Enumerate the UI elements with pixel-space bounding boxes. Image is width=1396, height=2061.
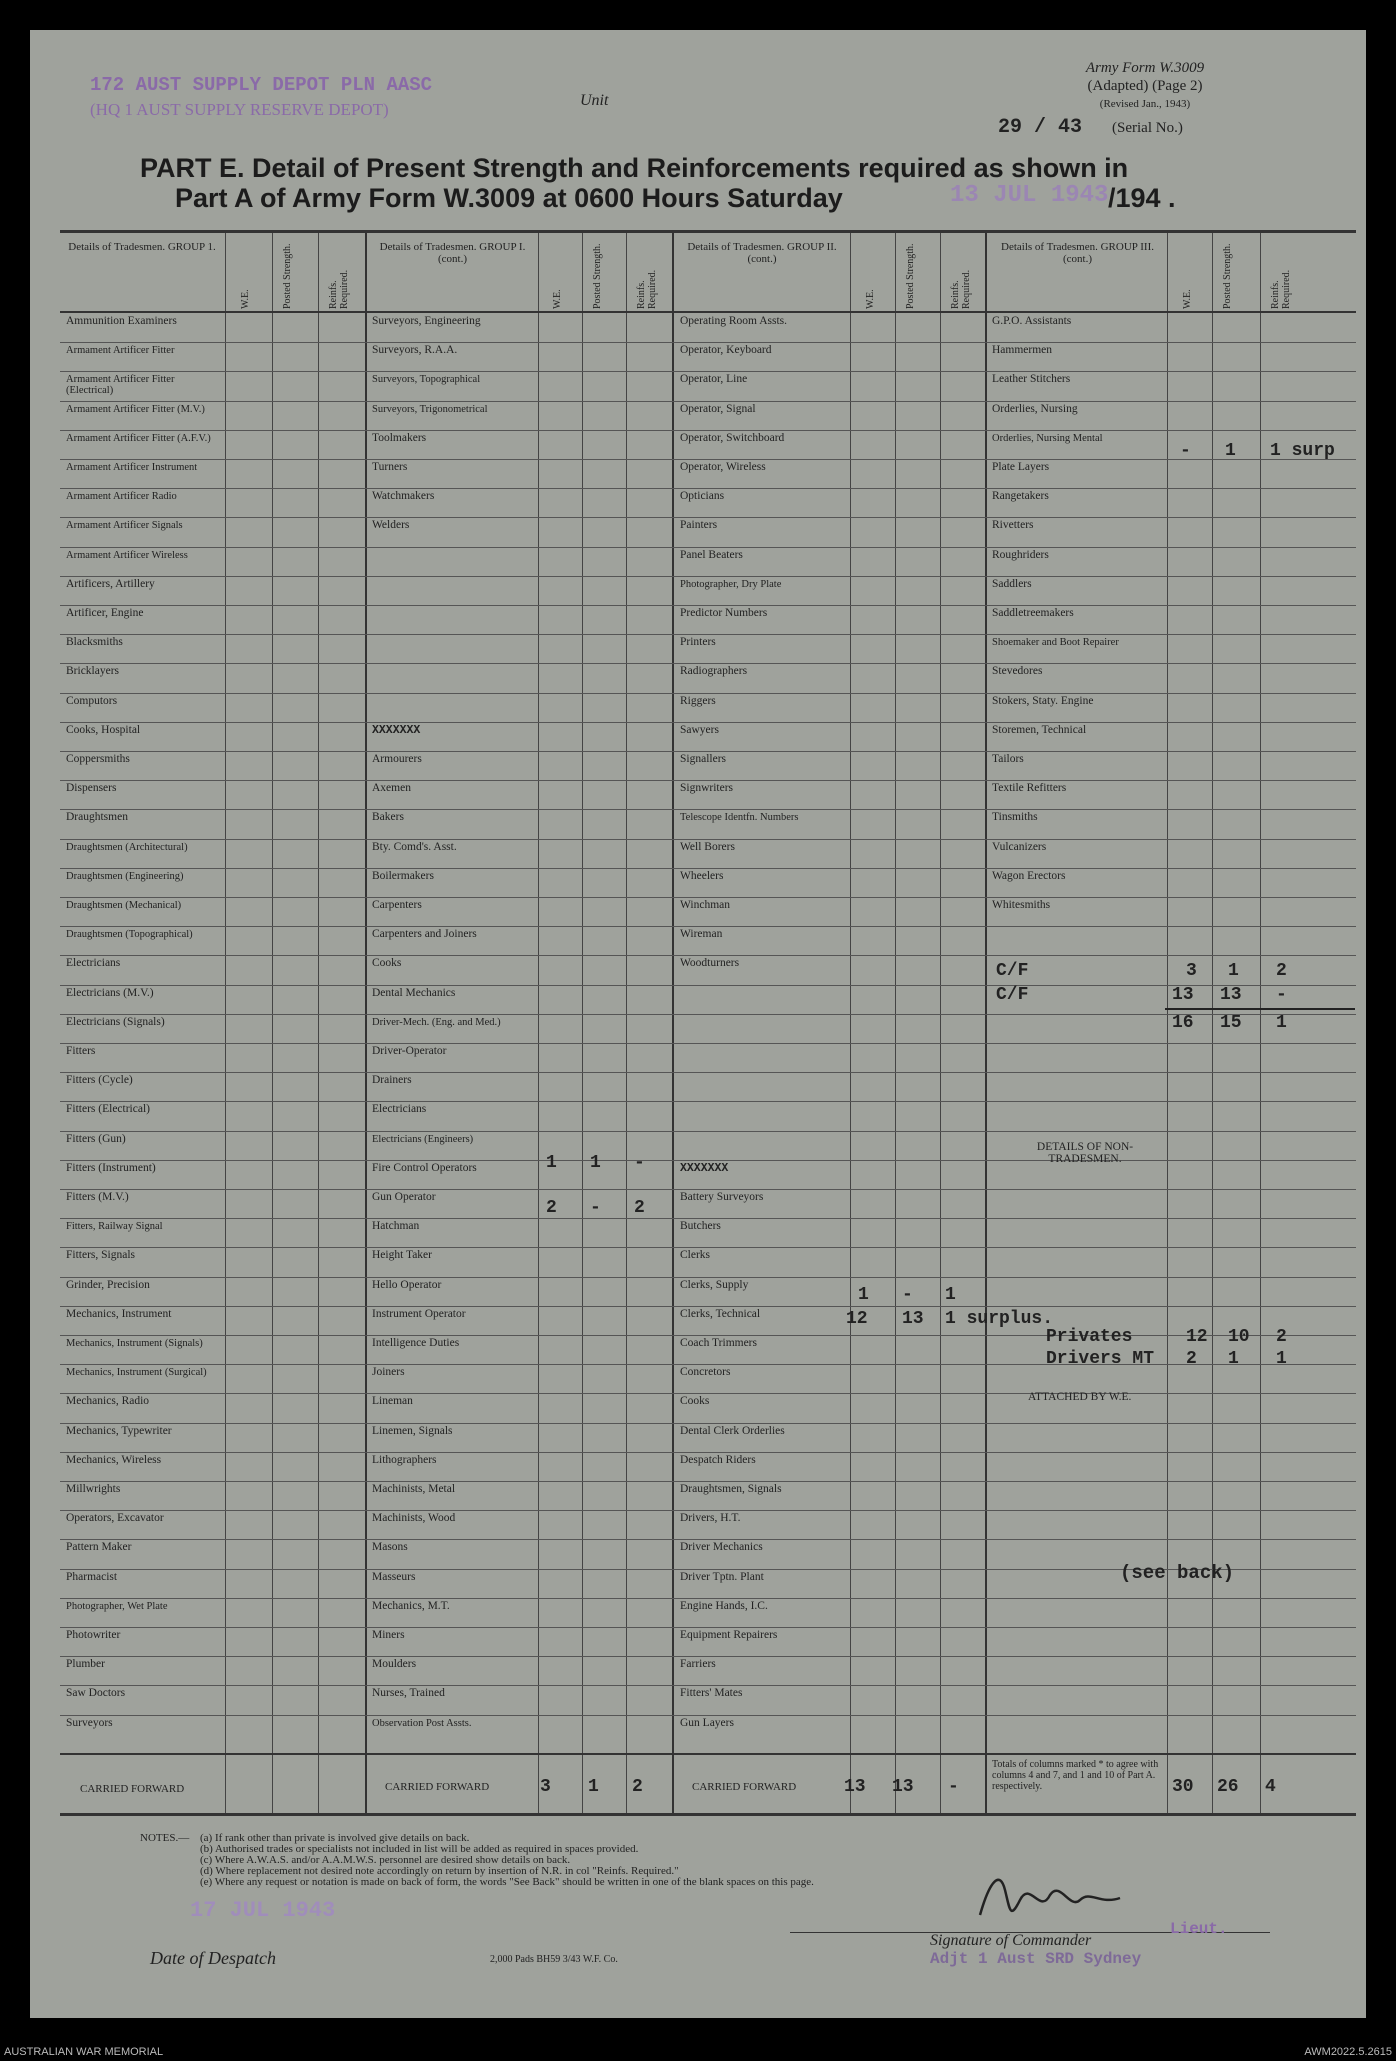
butchers-posted: - bbox=[902, 1285, 913, 1305]
group1c-item: Surveyors, Topographical bbox=[372, 374, 481, 386]
note-e: (e) Where any request or notation is made on back of form, the words "See Back" should be written in one of the blank spaces on this page. bbox=[200, 1876, 814, 1888]
despatch-stamp: 17 JUL 1943 bbox=[190, 1898, 336, 1923]
group1-item: Armament Artificer Wireless bbox=[66, 549, 188, 561]
header-group2-cont: Details of Tradesmen. GROUP II. (cont.) bbox=[687, 241, 837, 265]
orderlies-posted: 1 bbox=[1225, 441, 1236, 461]
header-group3-cont: Details of Tradesmen. GROUP III. (cont.) bbox=[1001, 241, 1154, 265]
group1c-item: Welders bbox=[372, 519, 410, 532]
privates-we: 12 bbox=[1186, 1327, 1208, 1347]
serial-label: (Serial No.) bbox=[1112, 120, 1183, 136]
drivers-we: 2 bbox=[1186, 1349, 1197, 1369]
group2c-item: Operator, Switchboard bbox=[680, 431, 785, 444]
cf1-reinf: 2 bbox=[1276, 961, 1287, 981]
group2c-item: Photographer, Dry Plate bbox=[680, 578, 782, 590]
group1-item: Armament Artificer Signals bbox=[66, 520, 183, 532]
cf1-we: 3 bbox=[1186, 961, 1197, 981]
non-tradesmen-heading: DETAILS OF NON-TRADESMEN. bbox=[1036, 1141, 1134, 1165]
note-c: (c) Where A.W.A.S. and/or A.A.M.W.S. personnel are desired show details on back. bbox=[200, 1854, 571, 1866]
group1-item: Mechanics, Instrument (Surgical) bbox=[66, 1367, 207, 1379]
group1-item: Fitters (Instrument) bbox=[66, 1161, 156, 1174]
group1-item: Mechanics, Typewriter bbox=[66, 1424, 172, 1437]
group2c-item: Driver Mechanics bbox=[680, 1541, 763, 1554]
group2c-item: Clerks, Technical bbox=[680, 1307, 761, 1320]
group2c-item: Coach Trimmers bbox=[680, 1337, 757, 1349]
total-posted: 26 bbox=[1217, 1777, 1239, 1797]
group2c-item: Panel Beaters bbox=[680, 548, 743, 561]
group1-item: Armament Artificer Radio bbox=[66, 491, 177, 503]
group3c-item: Saddlers bbox=[992, 577, 1032, 590]
group1-item: Artificers, Artillery bbox=[66, 577, 155, 590]
group1c-item: Armourers bbox=[372, 753, 422, 765]
group1-item: Fitters (Gun) bbox=[66, 1132, 126, 1145]
group1c-item: Carpenters and Joiners bbox=[372, 928, 477, 941]
group1c-item: Turners bbox=[372, 461, 408, 473]
header-we-4: W.E. bbox=[1182, 289, 1193, 309]
drivers-posted: 1 bbox=[1228, 1349, 1239, 1369]
group1-item: Electricians (M.V.) bbox=[66, 986, 154, 999]
group1-item: Armament Artificer Fitter bbox=[66, 345, 175, 357]
group1-item: Photowriter bbox=[66, 1629, 121, 1641]
group1-item: Coppersmiths bbox=[66, 753, 130, 765]
unit-stamp-line2: (HQ 1 AUST SUPPLY RESERVE DEPOT) bbox=[90, 100, 389, 119]
cooks-we: 2 bbox=[546, 1198, 557, 1218]
header-we-1: W.E. bbox=[240, 289, 251, 309]
group3c-item: Orderlies, Nursing Mental bbox=[992, 432, 1103, 444]
privates-posted: 10 bbox=[1228, 1327, 1250, 1347]
butchers-reinf: 1 bbox=[945, 1285, 956, 1305]
group2c-item: Predictor Numbers bbox=[680, 607, 768, 619]
date-stamp: 13 JUL 1943 bbox=[950, 182, 1109, 209]
group2c-item: Operator, Wireless bbox=[680, 461, 766, 473]
group3c-item: Vulcanizers bbox=[992, 840, 1047, 853]
group3c-item: Whitesmiths bbox=[992, 899, 1051, 911]
group2c-item: Sawyers bbox=[680, 723, 719, 736]
group3c-item: Hammermen bbox=[992, 344, 1053, 357]
header-group1: Details of Tradesmen. GROUP 1. bbox=[68, 241, 216, 253]
butchers-we: 1 bbox=[858, 1285, 869, 1305]
serial-number: 29 / 43 bbox=[998, 116, 1083, 139]
group1-item: Artificer, Engine bbox=[66, 607, 144, 619]
caption-left: AUSTRALIAN WAR MEMORIAL bbox=[4, 2046, 164, 2058]
group1c-item: Electricians (Engineers) bbox=[372, 1133, 474, 1145]
group1-item: Fitters (M.V.) bbox=[66, 1191, 129, 1203]
group1-item: Surveyors bbox=[66, 1716, 113, 1729]
group1c-item: Bakers bbox=[372, 811, 404, 824]
header-posted-3: Posted Strength. bbox=[905, 243, 916, 309]
group1-item: Mechanics, Instrument bbox=[66, 1307, 172, 1320]
group1c-item: Miners bbox=[372, 1629, 405, 1641]
group2c-item: Signallers bbox=[680, 753, 726, 765]
group1c-item: Intelligence Duties bbox=[372, 1337, 460, 1349]
group1c-item: Lithographers bbox=[372, 1453, 437, 1466]
cf-g2-we: 13 bbox=[844, 1777, 866, 1797]
group1-item: Draughtsmen (Architectural) bbox=[66, 841, 188, 853]
group2c-item: Wireman bbox=[680, 928, 723, 941]
total-tradesmen-posted: 15 bbox=[1220, 1013, 1242, 1033]
header-reinf-3: Reinfs. Required. bbox=[950, 269, 972, 309]
total-tradesmen-reinf: 1 bbox=[1276, 1013, 1287, 1033]
date-of-despatch-label: Date of Despatch bbox=[150, 1948, 276, 1968]
group1c-item: Observation Post Assts. bbox=[372, 1717, 472, 1729]
group1-item: Blacksmiths bbox=[66, 636, 123, 649]
group1-item: Dispensers bbox=[66, 782, 117, 795]
group1c-item: Axemen bbox=[372, 782, 411, 795]
signature-icon bbox=[960, 1860, 1140, 1930]
cf-g2-posted: 13 bbox=[892, 1777, 914, 1797]
group3c-item: Stokers, Staty. Engine bbox=[992, 694, 1094, 707]
group3c-item: Storemen, Technical bbox=[992, 723, 1087, 736]
group3c-item: Textile Refitters bbox=[992, 782, 1067, 795]
group1c-item: Carpenters bbox=[372, 899, 422, 911]
group1c-item: Cooks bbox=[372, 957, 402, 970]
group1-item: Fitters, Signals bbox=[66, 1249, 136, 1262]
cooks-posted: - bbox=[590, 1198, 601, 1218]
group2c-item: Telescope Identfn. Numbers bbox=[680, 812, 799, 824]
group3c-item: Rivetters bbox=[992, 519, 1034, 532]
group2c-item: Equipment Repairers bbox=[680, 1629, 778, 1641]
cf2-label: C/F bbox=[996, 985, 1029, 1005]
group1-item: Electricians bbox=[66, 957, 121, 970]
carpenters-we: 1 bbox=[546, 1153, 557, 1173]
group2c-item: Gun Layers bbox=[680, 1716, 734, 1729]
carpenters-reinf: - bbox=[634, 1153, 645, 1173]
group2c-item: Concretors bbox=[680, 1366, 731, 1379]
group1-item: Cooks, Hospital bbox=[66, 723, 141, 736]
group3c-item: Shoemaker and Boot Repairer bbox=[992, 637, 1119, 649]
signature-label: Signature of Commander bbox=[930, 1932, 1092, 1949]
group1c-item: Joiners bbox=[372, 1366, 405, 1379]
totals-note: Totals of columns marked * to agree with columns 4 and 7, and 1 and 10 of Part A. respectively. bbox=[992, 1759, 1159, 1792]
group1c-item: Driver-Mech. (Eng. and Med.) bbox=[372, 1016, 501, 1028]
cf1-label: C/F bbox=[996, 961, 1029, 981]
group1c-item: Boilermakers bbox=[372, 869, 434, 882]
group1c-item: Masons bbox=[372, 1541, 408, 1554]
group1c-item: Hello Operator bbox=[372, 1278, 442, 1291]
carried-forward-label-2: CARRIED FORWARD bbox=[385, 1781, 490, 1793]
group1c-item: Nurses, Trained bbox=[372, 1687, 445, 1700]
form-name: Army Form W.3009 bbox=[1085, 60, 1205, 76]
carried-forward-label-1: CARRIED FORWARD bbox=[80, 1783, 185, 1795]
header-we-3: W.E. bbox=[865, 289, 876, 309]
group3c-item: Orderlies, Nursing bbox=[992, 402, 1078, 415]
group2c-item: Fitters' Mates bbox=[680, 1687, 743, 1700]
group1-item: Plumber bbox=[66, 1658, 105, 1671]
cf2-posted: 13 bbox=[1220, 985, 1242, 1005]
group1c-item: Toolmakers bbox=[372, 431, 427, 444]
cooks-reinf: 2 bbox=[634, 1198, 645, 1218]
group1-item: Saw Doctors bbox=[66, 1687, 126, 1700]
group1-item: Fitters, Railway Signal bbox=[66, 1221, 163, 1233]
group2c-item: Cooks bbox=[680, 1395, 710, 1408]
group2c-item: Butchers bbox=[680, 1220, 721, 1233]
group3c-item: G.P.O. Assistants bbox=[992, 315, 1072, 327]
group1-item: Pattern Maker bbox=[66, 1541, 132, 1554]
total-tradesmen-we: 16 bbox=[1172, 1013, 1194, 1033]
group1-item: Photographer, Wet Plate bbox=[66, 1600, 168, 1612]
orderlies-reinf: 1 surp bbox=[1270, 441, 1335, 461]
group2c-item: Clerks bbox=[680, 1249, 711, 1262]
attached-by-we: ATTACHED BY W.E. bbox=[1028, 1391, 1132, 1403]
group2c-item: Wheelers bbox=[680, 869, 724, 882]
group1c-item: Linemen, Signals bbox=[372, 1424, 453, 1437]
group2c-item: Operator, Keyboard bbox=[680, 344, 772, 357]
group1c-item: Drainers bbox=[372, 1074, 412, 1087]
group1-item: Armament Artificer Instrument bbox=[66, 462, 198, 473]
group1-item: Bricklayers bbox=[66, 665, 120, 678]
group1c-item: Hatchman bbox=[372, 1220, 420, 1233]
group1-item: Millwrights bbox=[66, 1483, 121, 1495]
group2c-item: Painters bbox=[680, 519, 718, 532]
group1c-item: Watchmakers bbox=[372, 490, 435, 503]
group2c-item: Printers bbox=[680, 636, 716, 649]
group2c-item: Woodturners bbox=[680, 957, 740, 970]
header-posted-1: Posted Strength. bbox=[282, 243, 293, 309]
group1-item: Ammunition Examiners bbox=[66, 315, 177, 327]
header-posted-4: Posted Strength. bbox=[1222, 243, 1233, 309]
group2c-item: Dental Clerk Orderlies bbox=[680, 1424, 785, 1437]
note-d: (d) Where replacement not desired note accordingly on return by insertion of N.R. in col "Reinfs. Required." bbox=[200, 1865, 679, 1877]
group2c-item: Well Borers bbox=[680, 840, 735, 853]
group1-item: Fitters (Cycle) bbox=[66, 1074, 133, 1087]
group1c-item: Lineman bbox=[372, 1395, 413, 1408]
carpenters-posted: 1 bbox=[590, 1153, 601, 1173]
group3c-item: Leather Stitchers bbox=[992, 373, 1071, 386]
header-we-2: W.E. bbox=[552, 289, 563, 309]
total-we: 30 bbox=[1172, 1777, 1194, 1797]
cf1-posted: 1 bbox=[1228, 961, 1239, 981]
strength-table bbox=[60, 230, 1356, 1816]
group3c-item: Rangetakers bbox=[992, 490, 1049, 503]
clerks-posted: 13 bbox=[902, 1309, 924, 1329]
group1c-item: Height Taker bbox=[372, 1249, 432, 1262]
group2c-item: Farriers bbox=[680, 1658, 716, 1671]
unit-label: Unit bbox=[580, 92, 609, 109]
group1c-item: Masseurs bbox=[372, 1570, 416, 1583]
group2c-item: XXXXXXX bbox=[680, 1161, 729, 1175]
group1c-item: Machinists, Wood bbox=[372, 1512, 456, 1525]
cf2-we: 13 bbox=[1172, 985, 1194, 1005]
cf-g1-reinf: 2 bbox=[632, 1777, 643, 1797]
group1-item: Operators, Excavator bbox=[66, 1512, 164, 1525]
note-a: (a) If rank other than private is involved give details on back. bbox=[200, 1832, 470, 1844]
group1-item: Armament Artificer Fitter (A.F.V.) bbox=[66, 432, 211, 444]
group1-item: Pharmacist bbox=[66, 1570, 118, 1583]
group1-item: Armament Artificer Fitter (M.V.) bbox=[66, 403, 205, 415]
carried-forward-label-3: CARRIED FORWARD bbox=[692, 1781, 797, 1793]
group1c-item: Instrument Operator bbox=[372, 1307, 466, 1320]
title-line1: PART E. Detail of Present Strength and Reinforcements required as shown in bbox=[140, 153, 1129, 183]
drivers-reinf: 1 bbox=[1276, 1349, 1287, 1369]
group2c-item: Operating Room Assts. bbox=[680, 315, 788, 327]
group3c-item: Tinsmiths bbox=[992, 811, 1038, 824]
group2c-item: Signwriters bbox=[680, 782, 734, 795]
group1-item: Armament Artificer Fitter (Electrical) bbox=[66, 374, 175, 397]
group1-item: Mechanics, Instrument (Signals) bbox=[66, 1338, 203, 1349]
group3c-item: Stevedores bbox=[992, 665, 1043, 678]
group3c-item: Saddletreemakers bbox=[992, 607, 1074, 619]
group2c-item: Battery Surveyors bbox=[680, 1191, 764, 1203]
see-back: (see back) bbox=[1120, 1562, 1235, 1584]
group2c-item: Operator, Signal bbox=[680, 402, 756, 415]
title-line2: Part A of Army Form W.3009 at 0600 Hours Saturday bbox=[175, 183, 843, 213]
group1-item: Draughtsmen (Topographical) bbox=[66, 929, 193, 941]
group1c-item: Bty. Comd's. Asst. bbox=[372, 840, 457, 853]
group1-item: Electricians (Signals) bbox=[66, 1015, 165, 1028]
group2c-item: Operator, Line bbox=[680, 373, 748, 386]
group1-item: Mechanics, Radio bbox=[66, 1395, 150, 1408]
group2c-item: Riggers bbox=[680, 694, 716, 707]
group2c-item: Despatch Riders bbox=[680, 1453, 756, 1466]
group3c-item: Wagon Erectors bbox=[992, 869, 1066, 882]
cf-g1-posted: 1 bbox=[588, 1777, 599, 1797]
group2c-item: Driver Tptn. Plant bbox=[680, 1570, 764, 1583]
clerks-we: 12 bbox=[846, 1309, 868, 1329]
privates-reinf: 2 bbox=[1276, 1327, 1287, 1347]
group1c-item: Surveyors, R.A.A. bbox=[372, 344, 458, 357]
unit-stamp-line1: 172 AUST SUPPLY DEPOT PLN AASC bbox=[90, 74, 433, 96]
group1c-item: XXXXXXX bbox=[372, 723, 421, 737]
group1c-item: Driver-Operator bbox=[372, 1045, 447, 1057]
group1c-item: Electricians bbox=[372, 1103, 427, 1116]
group2c-item: Winchman bbox=[680, 899, 730, 911]
group2c-item: Draughtsmen, Signals bbox=[680, 1483, 782, 1495]
group1c-item: Machinists, Metal bbox=[372, 1483, 456, 1495]
group1-item: Fitters bbox=[66, 1045, 96, 1057]
group1-item: Draughtsmen bbox=[66, 811, 128, 824]
group1-item: Grinder, Precision bbox=[66, 1278, 150, 1291]
group1c-item: Moulders bbox=[372, 1658, 417, 1671]
group1c-item: Dental Mechanics bbox=[372, 986, 456, 999]
signature-rank: Lieut. bbox=[1170, 1920, 1228, 1938]
cf2-reinf: - bbox=[1276, 985, 1287, 1005]
notes-label: NOTES.— bbox=[140, 1832, 190, 1844]
signature-unit: Adjt 1 Aust SRD Sydney bbox=[930, 1950, 1142, 1968]
total-reinf: 4 bbox=[1265, 1777, 1276, 1797]
printer-line: 2,000 Pads BH59 3/43 W.F. Co. bbox=[490, 1954, 618, 1965]
drivers-label: Drivers MT bbox=[1046, 1349, 1155, 1369]
header-group1-cont: Details of Tradesmen. GROUP I. (cont.) bbox=[379, 241, 526, 265]
group1-item: Draughtsmen (Engineering) bbox=[66, 870, 184, 882]
group3c-item: Tailors bbox=[992, 753, 1024, 765]
cf-g1-we: 3 bbox=[540, 1777, 551, 1797]
year-suffix: /194 . bbox=[1108, 183, 1176, 213]
group2c-item: Engine Hands, I.C. bbox=[680, 1599, 768, 1612]
group1c-item: Mechanics, M.T. bbox=[372, 1599, 450, 1612]
form-page bbox=[30, 30, 1366, 2018]
group3c-item: Roughriders bbox=[992, 548, 1049, 561]
cf-g2-reinf: - bbox=[948, 1777, 959, 1797]
header-reinf-1: Reinfs. Required. bbox=[328, 269, 350, 309]
header-reinf-2: Reinfs. Required. bbox=[636, 269, 658, 309]
form-revised: (Revised Jan., 1943) bbox=[1099, 98, 1191, 110]
group1c-item: Fire Control Operators bbox=[372, 1161, 477, 1174]
privates-label: Privates bbox=[1046, 1327, 1133, 1347]
group2c-item: Clerks, Supply bbox=[680, 1278, 749, 1291]
header-reinf-4: Reinfs. Required. bbox=[1270, 269, 1292, 309]
group1c-item: Surveyors, Engineering bbox=[372, 315, 481, 327]
group1-item: Draughtsmen (Mechanical) bbox=[66, 900, 182, 911]
group2c-item: Radiographers bbox=[680, 665, 748, 678]
group1-item: Computors bbox=[66, 694, 118, 707]
group3c-item: Plate Layers bbox=[992, 461, 1050, 473]
group1-item: Fitters (Electrical) bbox=[66, 1103, 150, 1116]
note-b: (b) Authorised trades or specialists not included in list will be added as required in spaces provided. bbox=[200, 1843, 639, 1855]
header-posted-2: Posted Strength. bbox=[592, 243, 603, 309]
group2c-item: Opticians bbox=[680, 490, 725, 503]
group1c-item: Surveyors, Trigonometrical bbox=[372, 403, 488, 415]
group1-item: Mechanics, Wireless bbox=[66, 1453, 162, 1466]
orderlies-we: - bbox=[1180, 441, 1191, 461]
caption-right: AWM2022.5.2615 bbox=[1304, 2046, 1392, 2058]
form-adapted: (Adapted) (Page 2) bbox=[1087, 78, 1203, 94]
group1c-item: Gun Operator bbox=[372, 1191, 436, 1203]
clerks-reinf: 1 surplus. bbox=[945, 1309, 1054, 1329]
group2c-item: Drivers, H.T. bbox=[680, 1512, 741, 1525]
